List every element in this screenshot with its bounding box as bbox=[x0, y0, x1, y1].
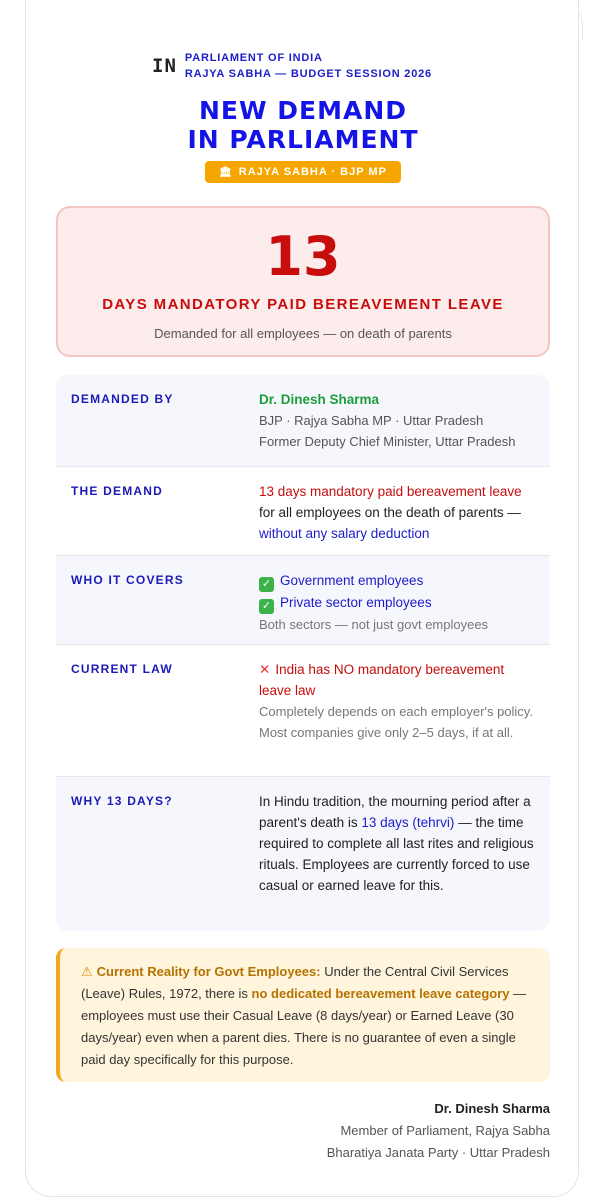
row-label: CURRENT LAW bbox=[71, 662, 173, 676]
page-title bbox=[0, 96, 606, 154]
covers-item-private: ✓ Private sector employees bbox=[259, 592, 534, 614]
row-label: WHY 13 DAYS? bbox=[71, 794, 173, 808]
hero-box bbox=[56, 206, 550, 357]
row-label: WHO IT COVERS bbox=[71, 573, 184, 587]
title-line-1: NEW DEMAND bbox=[198, 96, 407, 125]
title-line-2: IN PARLIAMENT bbox=[187, 125, 419, 154]
signature-role: Member of Parliament, Rajya Sabha bbox=[340, 1123, 550, 1138]
warning-text-rest: — employees must use their Casual Leave (8 days/year) or Earned Leave (30 days/year) even when a parent dies. There is no guarantee of even a single paid day specifically for this purpose. bbox=[81, 986, 527, 1067]
row-current-law bbox=[56, 645, 550, 777]
row-content bbox=[259, 556, 550, 644]
row-content bbox=[259, 645, 550, 776]
mp-party-line: BJP · Rajya Sabha MP · Uttar Pradesh bbox=[259, 413, 484, 428]
row-content bbox=[259, 467, 550, 555]
warning-text: Under the Central Civil Services (Leave) Rules, 1972, there is bbox=[81, 964, 509, 1001]
warning-icon: ⚠ bbox=[81, 964, 93, 979]
warning-highlight: no dedicated bereavement leave category bbox=[251, 986, 510, 1001]
law-headline: ✕ India has NO mandatory bereavement leave law bbox=[259, 662, 505, 698]
org-line-2: RAJYA SABHA — BUDGET SESSION 2026 bbox=[184, 68, 432, 80]
row-who-it-covers bbox=[56, 556, 550, 645]
mp-name: Dr. Dinesh Sharma bbox=[259, 392, 380, 407]
badge-label: RAJYA SABHA · BJP MP bbox=[238, 166, 387, 178]
hero-subtitle: Demanded for all employees — on death of parents bbox=[154, 326, 452, 341]
warning-heading: Current Reality for Govt Employees: bbox=[96, 964, 321, 979]
demand-text: for all employees on the death of parents — bbox=[259, 505, 521, 520]
header bbox=[152, 50, 432, 82]
mp-former-role: Former Deputy Chief Minister, Uttar Pradesh bbox=[259, 434, 516, 449]
row-content bbox=[259, 777, 550, 931]
covers-item-govt: ✓ Government employees bbox=[259, 570, 534, 592]
row-why-13-days bbox=[56, 777, 550, 931]
check-icon: ✓ bbox=[259, 577, 274, 592]
row-content bbox=[259, 375, 550, 466]
hero-label: DAYS MANDATORY PAID BEREAVEMENT LEAVE bbox=[102, 296, 504, 313]
demand-highlight: 13 days mandatory paid bereavement leave bbox=[259, 484, 522, 499]
india-logo: IN bbox=[152, 55, 177, 77]
cross-icon: ✕ bbox=[259, 662, 271, 677]
details-table bbox=[56, 375, 550, 931]
warning-callout bbox=[56, 948, 550, 1082]
row-demanded-by bbox=[56, 375, 550, 467]
why-highlight: 13 days (tehrvi) bbox=[361, 815, 455, 830]
why-text-rest: — the time required to complete all last rites and religious rituals. Employees are currently forced to use casual or earned leave for this. bbox=[259, 815, 534, 893]
signature-block bbox=[327, 1098, 550, 1164]
org-block bbox=[185, 50, 432, 82]
hero-number: 13 bbox=[265, 225, 341, 288]
row-label: DEMANDED BY bbox=[71, 392, 174, 406]
demand-condition: without any salary deduction bbox=[259, 526, 430, 541]
signature-name: Dr. Dinesh Sharma bbox=[434, 1101, 550, 1116]
parliament-icon: 🏛 bbox=[219, 166, 233, 178]
check-icon: ✓ bbox=[259, 599, 274, 614]
covers-note: Both sectors — not just govt employees bbox=[259, 617, 489, 632]
org-line-1: PARLIAMENT OF INDIA bbox=[184, 52, 323, 64]
row-the-demand bbox=[56, 467, 550, 556]
law-note: Completely depends on each employer's policy. Most companies give only 2–5 days, if at all. bbox=[259, 704, 533, 740]
house-badge bbox=[205, 161, 401, 183]
row-label: THE DEMAND bbox=[71, 484, 163, 498]
signature-party: Bharatiya Janata Party · Uttar Pradesh bbox=[326, 1145, 550, 1160]
why-text: In Hindu tradition, the mourning period after a parent's death is bbox=[259, 794, 531, 830]
